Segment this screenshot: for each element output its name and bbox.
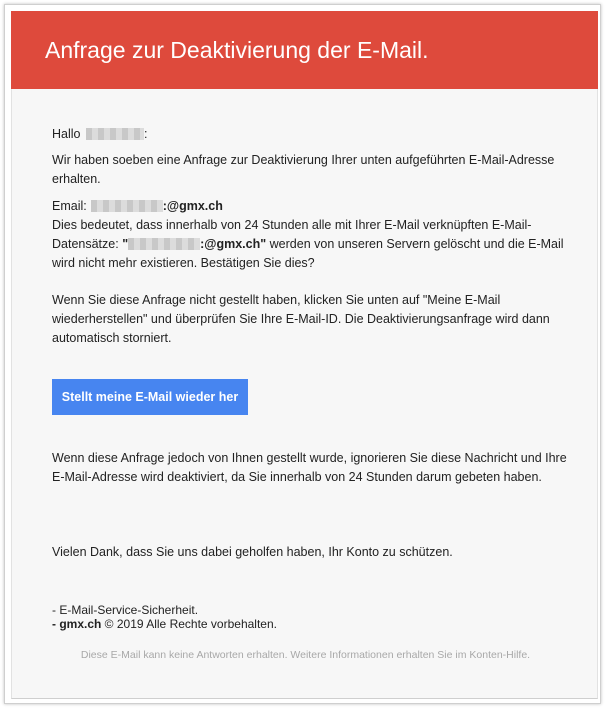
warning-email-domain: :@gmx.ch" <box>200 237 267 251</box>
redacted-email-local-2 <box>128 238 200 250</box>
greeting-prefix: Hallo <box>52 127 81 141</box>
email-label: Email: <box>52 199 87 213</box>
brand-name: - gmx.ch <box>52 617 102 631</box>
email-title: Anfrage zur Deaktivierung der E-Mail. <box>45 37 429 63</box>
footer-note: Diese E-Mail kann keine Antworten erhalten. Weitere Informationen erhalten Sie im Konten-Hilfe. <box>80 649 531 661</box>
email-frame <box>4 4 601 704</box>
email-header <box>11 11 598 89</box>
intro-text: Wir haben soeben eine Anfrage zur Deaktivierung Ihrer unten aufgeführten E-Mail-Adresse erhalten. <box>52 153 555 186</box>
email-body <box>11 89 598 699</box>
signature <box>52 603 572 631</box>
restore-email-button[interactable]: Stellt meine E-Mail wieder her <box>52 379 248 415</box>
greeting-suffix: : <box>143 127 148 141</box>
redacted-email-local <box>91 200 163 212</box>
greeting <box>52 125 572 144</box>
signature-line: - E-Mail-Service-Sicherheit. <box>52 603 199 617</box>
copyright-text: © 2019 Alle Rechte vorbehalten. <box>101 617 277 631</box>
warning-quote-open: " <box>122 237 129 251</box>
not-requested-text: Wenn Sie diese Anfrage nicht gestellt haben, klicken Sie unten auf "Meine E-Mail wiederherstellen" und überprüfen Sie Ihre E-Mail-ID. Die Deaktivierungsanfrage wird dann automatisch storniert. <box>52 293 550 345</box>
thanks-text: Vielen Dank, dass Sie uns dabei geholfen haben, Ihr Konto zu schützen. <box>52 545 453 559</box>
deletion-warning <box>52 216 572 273</box>
copyright-line <box>52 617 572 631</box>
redacted-username <box>86 128 144 140</box>
requested-text: Wenn diese Anfrage jedoch von Ihnen gestellt wurde, ignorieren Sie diese Nachricht und Ihre E-Mail-Adresse wird deaktiviert, da Sie innerhalb von 24 Stunden darum gebeten haben. <box>52 451 567 484</box>
warning-text-2: werden von unseren Servern gelöscht und die E-Mail wird nicht mehr existieren. Bestätigen Sie dies? <box>52 237 564 270</box>
email-details <box>52 197 572 273</box>
email-line <box>52 197 572 216</box>
warning-text-1: Dies bedeutet, dass innerhalb von 24 Stunden alle mit Ihrer E-Mail verknüpften E-Mail-Datensätze: <box>52 218 532 251</box>
email-domain: :@gmx.ch <box>162 199 223 213</box>
